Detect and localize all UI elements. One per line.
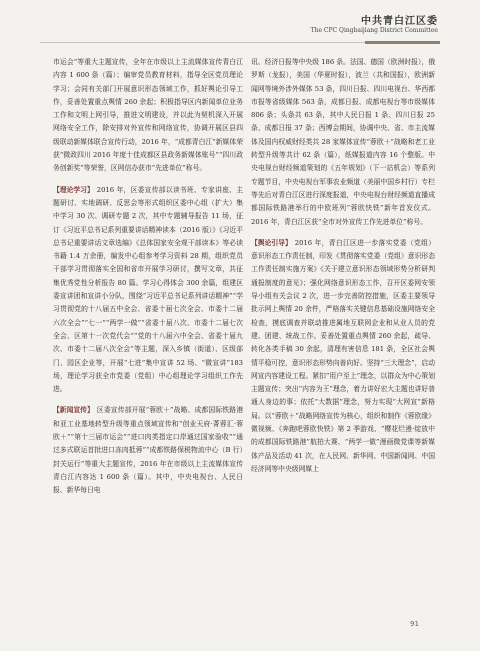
right-column xyxy=(251,56,435,616)
section-text-opinion: 2016 年，青白江区进一步落实党委（党组）意识形态工作责任制，印发《贯彻落实党委（党组）意识形态工作责任制实施方案》《关于建立意识形态领域形势分析研判通报制度的意见》；强化网络意识形态工作，召开区委网安领导小组有关会议 2 次，进一步完善防控措施，区委主要领导批示网上舆情 20 余件，严格落实关键信息基础设施网络安全检查，摸底调查并联动推进属地互联网企业和从业人员的党建、团建、统战工作。妥善处置重点舆情 260 余起，疏导、转化各类手稿 30 余起，清理有害信息 181 条，全区社会舆情平稳可控，意识形态形势向善向好。坚持“三大理念”，启动网宣内容建设工程。紧扣“用户至上”理念，以群众为中心策划主题宣传；突出“内容为王”理念，着力讲好宏大主题也讲好普通人身边的事；依托“大数据”理念，努力实现“大网宣”新格局。以“蓉欧＋”战略网络宣传为核心，组织和制作《蓉欧缘》微视频、《奔跑吧蓉欧快铁》第 2 季游戏、“樱花烂漫·绽放中的成都国际铁路港”航拍大赛、“两学一做”漫画微党课等新媒体产品及活动 41 次，在人民网、新华网、中国新闻网、中国经济网等中央级网媒上 xyxy=(251,238,435,473)
section-news-publicity xyxy=(53,404,243,497)
section-tag-theory: 【理论学习】 xyxy=(53,185,94,194)
section-text-theory: 2016 年，区委宣传部以读书班、专家讲座、主题研讨、实地调研、反思会等形式组织区委中心组（扩大）集中学习 30 次、调研专题 2 次，其中专题辅导报告 11 场，征订《习近平总书记系列重要讲话精神读本（2016 版）》《习近平总书记重要讲话文章选编》《总体国家安全观干部读本》等必读书籍 1.4 万余册，编发中心组参考学习资料 28 期，组织党员干部学习贯彻落实全国和省市开展学习研讨，撰写文章，共征集优秀党性分析报告 80 篇。学习心得体会 300 余篇，组建区委宣讲团和宣讲小分队，围绕“习近平总书记系列讲话精神”“学习贯彻党的十八届五中全会、省委十届七次全会、市委十二届六次全会”“七一”“两学一做”“省委十届八次、市委十二届七次全会、区第十一次党代会”“党的十八届六中全会、省委十届九次、市委十二届八次全会”等主题，深入乡镇（街道）、区级部门、园区企业等，开展“七进”集中宣讲 52 场、“微宣讲”183 场，理论学习获全市党委（党组）中心组理论学习组织工作先进。 xyxy=(53,185,243,394)
left-paragraph-1: 市运会”等重大主题宣传，全年在市级以上主流媒体宣传青白江内容 1 600 条（篇）；编审党员教育材料，指导全区党员理论学习；会同有关部门开展意识形态领域工作，抓好舆论引导工作，妥善处置重点舆情 260 余起；积极指导区内新闻单位业务工作和文明上网引导，推进文明建设，并以此为契机深入开展网络安全工作，除安排对外宣传和网络宣传，协调开展区县四级联动新媒体联合宣传行动，2016 年，“成都青白江”新媒体荣获“微政四川 2016 年度十佳成都区县政务新媒体账号”“四川政务创新奖”等荣誉，区网信办获市“先进单位”称号。 xyxy=(53,58,243,173)
section-tag-opinion: 【舆论引导】 xyxy=(251,238,292,247)
section-opinion-guidance xyxy=(251,237,435,476)
right-paragraph-1: 讯、经济日报等中央级 186 条。法国、德国（欧洲时报），俄罗斯（龙报），美国（华夏时报），波兰（共和国报），欧洲新闻网等境外涉外媒体 53 条，四川日报、四川电视台、华西都市报等省级媒体 563 条，成都日报、成都电视台等市级媒体 806 条；头条共 63 条，其中人民日报 1 条、四川日报 25 条、成都日报 37 条；西博会期间，协调中央、省、市主流媒体及国内权威财经类共 28 家媒体宣传“蓉欧＋”战略和老工业转型升级等共计 62 条（篇），纸媒报道内容 16 个整版。中央电视台财经频道策划的《五年规划》（下一站机会）等系列专题节目，中央电视台军事农业频道（美丽中国乡村行）专栏等先后对青白江区进行深度报道，中央电视台财经频道直播成都国际铁路港举行的中欧班列“蓉欧快铁”新年首发仪式。2016 年，青白江区获“全市对外宣传工作先进单位”称号。 xyxy=(251,58,435,226)
page-header xyxy=(0,0,480,56)
header-accent-bar xyxy=(365,41,440,44)
page-number: 91 xyxy=(410,620,419,628)
header-title: 中共青白江区委 xyxy=(361,16,438,27)
section-text-news: 区委宣传部开展“蓉欧＋”战略、成都国际铁路港和亚工业基地转型升级等重点领域宣传和“创业天府·菁蓉汇·蓉欧＋”“第十三届市运会”“进口肉类指定口岸通过国家验收”“通过多式联运首批进口冻肉抵蓉”“成都铁路保税物流中心（B 行）封关运行”等重大主题宣传，2016 年在市级以上主流媒体宣传青白江内容达 1 600 条（篇）。其中，中央电视台、人民日报、新华每日电 xyxy=(53,406,243,495)
header-subtitle: The CPC Qingbaijiang District Committee xyxy=(310,27,438,34)
section-tag-news: 【新闻宣传】 xyxy=(53,406,94,415)
section-theory-study xyxy=(53,184,243,397)
left-column xyxy=(53,56,243,616)
